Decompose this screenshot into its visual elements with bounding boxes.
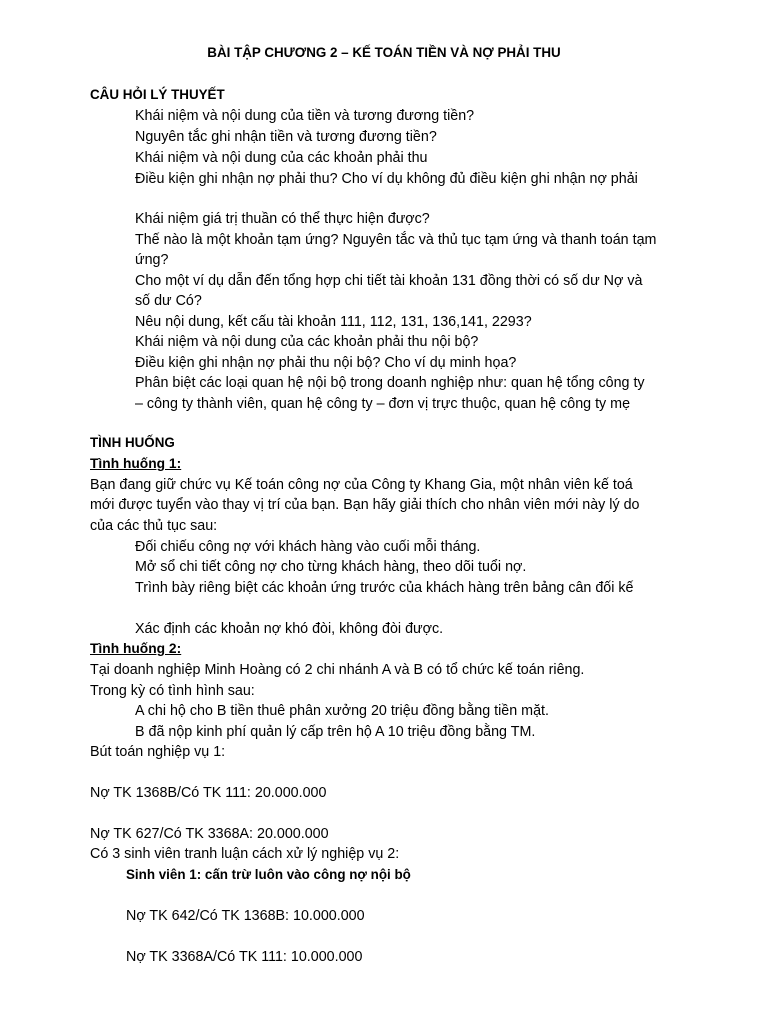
- section-heading-theory: CÂU HỎI LÝ THUYẾT: [90, 87, 225, 102]
- case2-item: A chi hộ cho B tiền thuê phân xưởng 20 triệu đồng bằng tiền mặt.: [135, 703, 549, 719]
- journal-entry: Nợ TK 627/Có TK 3368A: 20.000.000: [90, 826, 329, 842]
- section-heading-cases: TÌNH HUỐNG: [90, 435, 175, 450]
- case2-intro-line: Trong kỳ có tình hình sau:: [90, 683, 255, 699]
- case1-item: Xác định các khoản nợ khó đòi, không đòi được.: [135, 621, 444, 637]
- theory-line: số dư Có?: [135, 293, 202, 309]
- case2-intro-line: Tại doanh nghiệp Minh Hoàng có 2 chi nhánh A và B có tổ chức kế toán riêng.: [90, 662, 585, 678]
- journal-entry: Nợ TK 3368A/Có TK 111: 10.000.000: [126, 949, 363, 965]
- case1-item: Trình bày riêng biệt các khoản ứng trước của khách hàng trên bảng cân đối kế: [135, 580, 634, 596]
- case2-item: B đã nộp kinh phí quản lý cấp trên hộ A 10 triệu đồng bằng TM.: [135, 724, 536, 740]
- theory-line: Khái niệm và nội dung của các khoản phải thu: [135, 150, 428, 166]
- debate-line: Có 3 sinh viên tranh luận cách xử lý nghiệp vụ 2:: [90, 846, 400, 862]
- journal-entry: Nợ TK 642/Có TK 1368B: 10.000.000: [126, 908, 365, 924]
- case1-item: Mở sổ chi tiết công nợ cho từng khách hàng, theo dõi tuổi nợ.: [135, 559, 527, 575]
- theory-line: Phân biệt các loại quan hệ nội bộ trong doanh nghiệp như: quan hệ tổng công ty: [135, 375, 645, 391]
- case1-intro-line: Bạn đang giữ chức vụ Kế toán công nợ của Công ty Khang Gia, một nhân viên kế toá: [90, 477, 633, 493]
- theory-line: – công ty thành viên, quan hệ công ty – đơn vị trực thuộc, quan hệ công ty mẹ: [135, 396, 631, 412]
- theory-line: Điều kiện ghi nhận nợ phải thu? Cho ví dụ không đủ điều kiện ghi nhận nợ phải: [135, 171, 638, 187]
- theory-line: Thế nào là một khoản tạm ứng? Nguyên tắc và thủ tục tạm ứng và thanh toán tạm: [135, 232, 657, 248]
- theory-line: Khái niệm giá trị thuần có thể thực hiện được?: [135, 211, 430, 227]
- case1-intro-line: của các thủ tục sau:: [90, 518, 218, 534]
- student1-heading: Sinh viên 1: cấn trừ luôn vào công nợ nội bộ: [126, 867, 411, 882]
- case1-intro-line: mới được tuyển vào thay vị trí của bạn. Bạn hãy giải thích cho nhân viên mới này lý do: [90, 497, 640, 513]
- theory-line: Cho một ví dụ dẫn đến tổng hợp chi tiết tài khoản 131 đồng thời có số dư Nợ và: [135, 273, 643, 289]
- entry-label: Bút toán nghiệp vụ 1:: [90, 744, 226, 760]
- case2-heading: Tình huống 2:: [90, 641, 182, 656]
- document-title: BÀI TẬP CHƯƠNG 2 – KẾ TOÁN TIỀN VÀ NỢ PHẢI THU: [207, 45, 561, 60]
- theory-line: Khái niệm và nội dung của tiền và tương đương tiền?: [135, 108, 475, 124]
- journal-entry: Nợ TK 1368B/Có TK 111: 20.000.000: [90, 785, 327, 801]
- theory-line: Nguyên tắc ghi nhận tiền và tương đương tiền?: [135, 129, 437, 145]
- theory-line: Nêu nội dung, kết cấu tài khoản 111, 112, 131, 136,141, 2293?: [135, 314, 532, 330]
- theory-line: Điều kiện ghi nhận nợ phải thu nội bộ? Cho ví dụ minh họa?: [135, 355, 517, 371]
- theory-line: ứng?: [135, 252, 169, 268]
- case1-item: Đối chiếu công nợ với khách hàng vào cuối mỗi tháng.: [135, 539, 481, 555]
- case1-heading: Tình huống 1:: [90, 456, 182, 471]
- theory-line: Khái niệm và nội dung của các khoản phải thu nội bộ?: [135, 334, 479, 350]
